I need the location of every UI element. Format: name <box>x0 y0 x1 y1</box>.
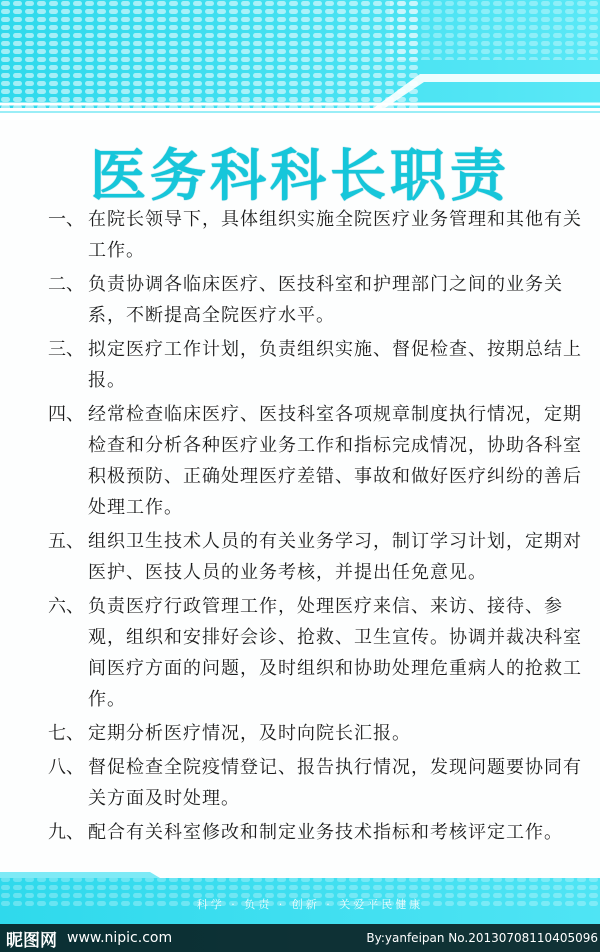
page-title: 医务科科长职责 <box>90 144 510 209</box>
item-number: 六、 <box>48 596 84 617</box>
footer-slogan: 科学 · 负责 · 创新 · 关爱平民健康 <box>196 898 424 911</box>
list-item <box>48 817 588 848</box>
item-text: 在院长领导下，具体组织实施全院医疗业务管理和其他有关工作。 <box>88 209 582 261</box>
watermark-bar <box>0 924 600 952</box>
item-text: 拟定医疗工作计划，负责组织实施、督促检查、按期总结上报。 <box>88 339 582 391</box>
list-item <box>48 718 588 749</box>
list-item <box>48 526 588 588</box>
item-text: 负责协调各临床医疗、医技科室和护理部门之间的业务关系，不断提高全院医疗水平。 <box>88 274 563 326</box>
list-item <box>48 269 588 331</box>
item-number: 五、 <box>48 531 84 552</box>
item-text: 配合有关科室修改和制定业务技术指标和考核评定工作。 <box>88 822 563 843</box>
item-text: 定期分析医疗情况，及时向院长汇报。 <box>88 723 411 744</box>
list-item <box>48 399 588 523</box>
item-text: 经常检查临床医疗、医技科室各项规章制度执行情况，定期检查和分析各种医疗业务工作和指标完成情况，协助各科室积极预防、正确处理医疗差错、事故和做好医疗纠纷的善后处理工作。 <box>88 404 582 518</box>
item-text: 组织卫生技术人员的有关业务学习，制订学习计划，定期对医护、医技人员的业务考核，并提出任免意见。 <box>88 531 582 583</box>
item-number: 二、 <box>48 274 84 295</box>
item-number: 四、 <box>48 404 84 425</box>
list-item <box>48 334 588 396</box>
list-item <box>48 204 588 266</box>
item-number: 八、 <box>48 757 84 778</box>
watermark-id: By:yanfeipan No.20130708110405096 <box>366 931 598 945</box>
item-number: 九、 <box>48 822 84 843</box>
watermark-url: www.nipic.com <box>67 930 173 946</box>
header-decoration <box>0 0 600 120</box>
list-item <box>48 752 588 814</box>
item-text: 负责医疗行政管理工作，处理医疗来信、来访、接待、参观，组织和安排好会诊、抢救、卫生宣传。协调并裁决科室间医疗方面的问题，及时组织和协助处理危重病人的抢救工作。 <box>88 596 582 710</box>
item-number: 七、 <box>48 723 84 744</box>
duty-list <box>48 204 588 851</box>
item-number: 三、 <box>48 339 84 360</box>
list-item <box>48 591 588 715</box>
item-number: 一、 <box>48 209 84 230</box>
item-text: 督促检查全院疫情登记、报告执行情况，发现问题要协同有关方面及时处理。 <box>88 757 582 809</box>
watermark-logo: 昵图网 <box>6 930 57 951</box>
